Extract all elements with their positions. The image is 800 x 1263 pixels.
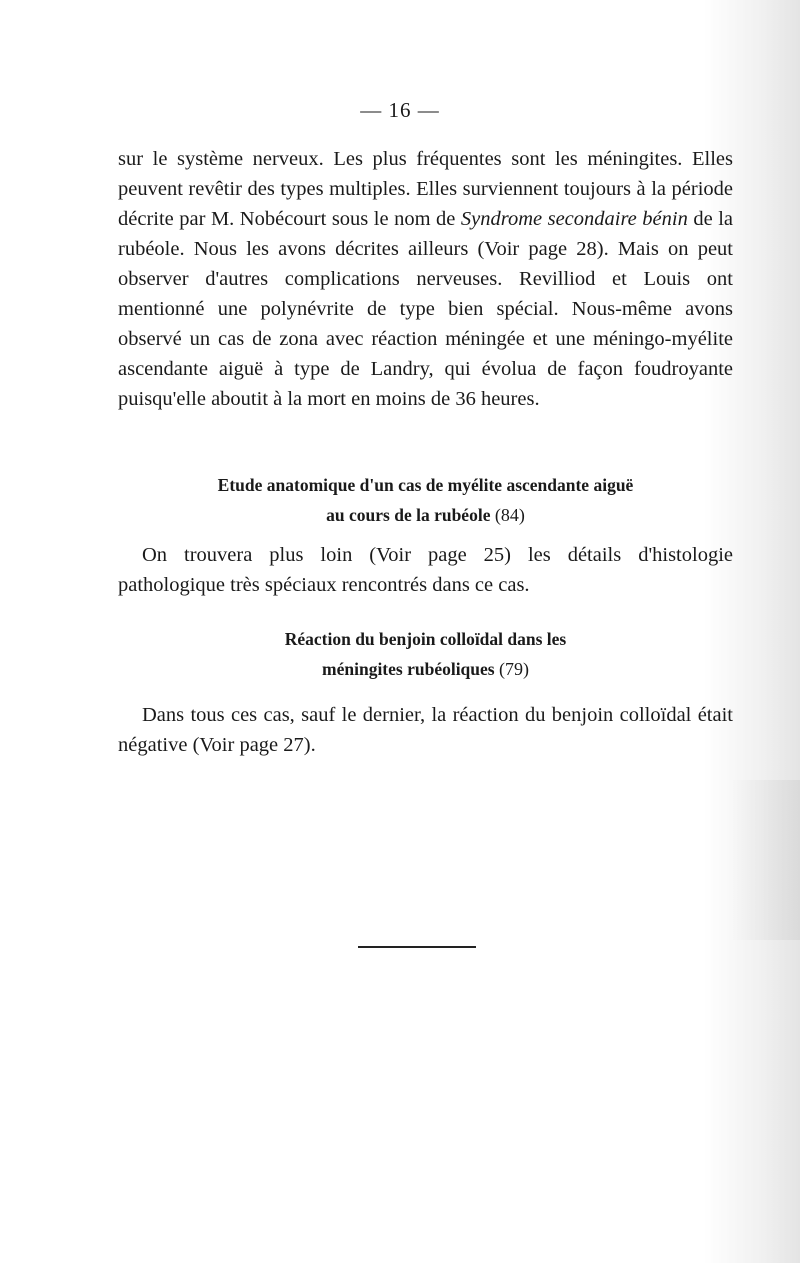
- paragraph-1-italic-term: Syndrome secondaire bénin: [460, 208, 688, 230]
- paragraph-3-text: Dans tous ces cas, sauf le dernier, la réaction du benjoin colloïdal était négative (Voir page 27).: [118, 704, 733, 756]
- paragraph-1-text-b: de la rubéole. Nous les avons décrites ailleurs (Voir page 28). Mais on peut observer d'autres complications nerveuses. Revilliod et Louis ont mentionné une polynévrite de type bien spécial. Nous-même avons observé un cas de zona avec réaction méningée et une méningo-myélite ascendante aiguë à type de Landry, qui évolua de façon foudroyante puisqu'elle aboutit à la mort en moins de 36 heures.: [118, 208, 733, 410]
- heading-2-line-1: Réaction du benjoin colloïdal dans les: [284, 629, 567, 649]
- body-paragraph-1: [118, 144, 733, 414]
- heading-1-line-2: au cours de la rubéole: [326, 505, 491, 525]
- body-paragraph-3: [118, 700, 733, 760]
- paragraph-2-text: On trouvera plus loin (Voir page 25) les détails d'histologie pathologique très spéciaux rencontrés dans ce cas.: [118, 544, 733, 596]
- page-number: — 16 —: [360, 98, 440, 122]
- section-heading-1: [118, 470, 733, 530]
- paragraph-1-text-a: sur le système nerveux. Les plus fréquentes sont les méningites. Elles peuvent revêtir des types multiples. Elles surviennent toujours à la période décrite par M. Nobécourt sous le nom de: [118, 148, 733, 230]
- body-paragraph-2: [118, 540, 733, 600]
- heading-1-line-1: Etude anatomique d'un cas de myélite ascendante aiguë: [217, 475, 634, 495]
- heading-1-reference: (84): [494, 505, 525, 525]
- end-rule: [358, 946, 476, 948]
- facing-page-bleed: [730, 780, 800, 940]
- heading-2-line-2: méningites rubéoliques: [322, 659, 495, 679]
- section-heading-2: [118, 624, 733, 684]
- heading-2-reference: (79): [498, 659, 529, 679]
